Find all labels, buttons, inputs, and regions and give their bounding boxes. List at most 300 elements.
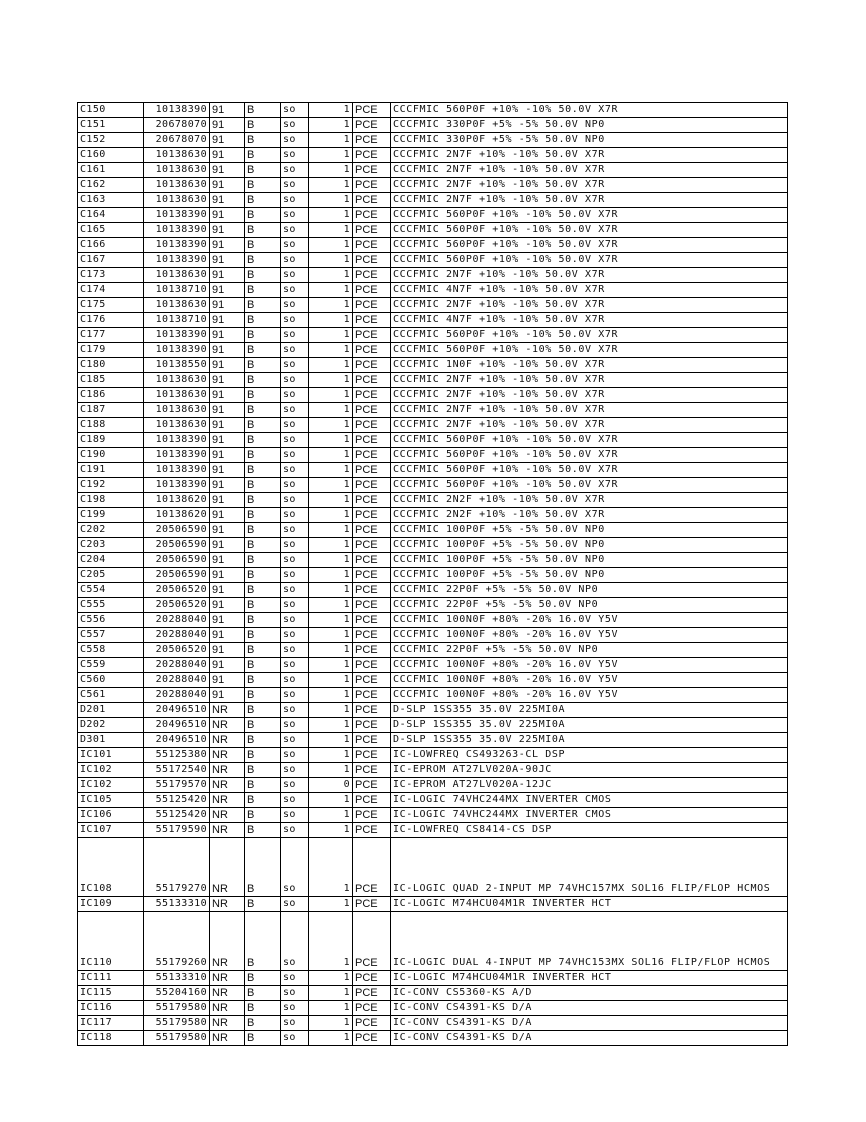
description-cell: IC-LOGIC M74HCU04M1R INVERTER HCT <box>391 971 788 986</box>
class-cell: B <box>245 823 281 838</box>
unit-cell: PCE <box>353 748 391 763</box>
part-number-cell: 20496510 <box>144 718 210 733</box>
part-number-cell: 10138630 <box>144 148 210 163</box>
part-number-cell: 20496510 <box>144 733 210 748</box>
description-cell: CCCFMIC 100N0F +80% -20% 16.0V Y5V <box>391 658 788 673</box>
part-number-cell: 55204160 <box>144 986 210 1001</box>
code-cell: 91 <box>210 643 245 658</box>
reference-cell: C190 <box>78 448 144 463</box>
reference-cell: C162 <box>78 178 144 193</box>
unit-cell: PCE <box>353 148 391 163</box>
code-cell: 91 <box>210 313 245 328</box>
part-number-cell: 10138390 <box>144 103 210 118</box>
unit-cell: PCE <box>353 598 391 613</box>
reference-cell: C152 <box>78 133 144 148</box>
unit-cell: PCE <box>353 583 391 598</box>
table-row <box>78 118 788 133</box>
table-row <box>78 223 788 238</box>
quantity-cell: 0 <box>309 778 353 793</box>
mount-type-cell: so <box>281 1031 309 1046</box>
table-row <box>78 433 788 448</box>
unit-cell: PCE <box>353 223 391 238</box>
quantity-cell: 1 <box>309 986 353 1001</box>
code-cell: 91 <box>210 508 245 523</box>
reference-cell: C176 <box>78 313 144 328</box>
description-cell: CCCFMIC 100P0F +5% -5% 50.0V NP0 <box>391 523 788 538</box>
description-cell: IC-CONV CS4391-KS D/A <box>391 1001 788 1016</box>
class-cell: B <box>245 478 281 493</box>
mount-type-cell: so <box>281 253 309 268</box>
part-number-cell: 20506590 <box>144 568 210 583</box>
unit-cell: PCE <box>353 568 391 583</box>
table-row <box>78 463 788 478</box>
table-row <box>78 763 788 778</box>
reference-cell: C187 <box>78 403 144 418</box>
unit-cell: PCE <box>353 538 391 553</box>
unit-cell: PCE <box>353 986 391 1001</box>
reference-cell: IC102 <box>78 763 144 778</box>
table-row <box>78 313 788 328</box>
quantity-cell: 1 <box>309 658 353 673</box>
mount-type-cell: so <box>281 328 309 343</box>
code-cell: 91 <box>210 178 245 193</box>
mount-type-cell: so <box>281 688 309 703</box>
reference-cell: C205 <box>78 568 144 583</box>
table-row <box>78 268 788 283</box>
description-cell: CCCFMIC 22P0F +5% -5% 50.0V NP0 <box>391 583 788 598</box>
description-cell: CCCFMIC 2N7F +10% -10% 50.0V X7R <box>391 418 788 433</box>
reference-cell: C558 <box>78 643 144 658</box>
part-number-cell: 10138390 <box>144 448 210 463</box>
unit-cell: PCE <box>353 643 391 658</box>
code-cell: 91 <box>210 238 245 253</box>
mount-type-cell: so <box>281 283 309 298</box>
part-number-cell: 20288040 <box>144 613 210 628</box>
quantity-cell: 1 <box>309 673 353 688</box>
reference-cell: D202 <box>78 718 144 733</box>
unit-cell: PCE <box>353 673 391 688</box>
reference-cell: D201 <box>78 703 144 718</box>
reference-cell: C180 <box>78 358 144 373</box>
code-cell: 91 <box>210 193 245 208</box>
class-cell: B <box>245 748 281 763</box>
code-cell: 91 <box>210 673 245 688</box>
part-number-cell: 20288040 <box>144 658 210 673</box>
mount-type-cell: so <box>281 508 309 523</box>
reference-cell: C557 <box>78 628 144 643</box>
class-cell: B <box>245 778 281 793</box>
part-number-cell: 55179580 <box>144 1016 210 1031</box>
reference-cell: IC110 <box>78 912 144 971</box>
description-cell: IC-EPROM AT27LV020A-12JC <box>391 778 788 793</box>
class-cell: B <box>245 148 281 163</box>
code-cell: NR <box>210 971 245 986</box>
class-cell: B <box>245 1016 281 1031</box>
code-cell: NR <box>210 793 245 808</box>
quantity-cell: 1 <box>309 823 353 838</box>
unit-cell: PCE <box>353 688 391 703</box>
mount-type-cell: so <box>281 793 309 808</box>
code-cell: 91 <box>210 433 245 448</box>
parts-list-table <box>77 102 788 1046</box>
table-row <box>78 253 788 268</box>
code-cell: 91 <box>210 103 245 118</box>
unit-cell: PCE <box>353 358 391 373</box>
table-row <box>78 733 788 748</box>
class-cell: B <box>245 103 281 118</box>
quantity-cell: 1 <box>309 583 353 598</box>
unit-cell: PCE <box>353 478 391 493</box>
unit-cell: PCE <box>353 658 391 673</box>
description-cell: IC-LOGIC M74HCU04M1R INVERTER HCT <box>391 897 788 912</box>
unit-cell: PCE <box>353 298 391 313</box>
mount-type-cell: so <box>281 986 309 1001</box>
mount-type-cell: so <box>281 628 309 643</box>
class-cell: B <box>245 463 281 478</box>
description-cell: CCCFMIC 2N7F +10% -10% 50.0V X7R <box>391 298 788 313</box>
quantity-cell: 1 <box>309 508 353 523</box>
class-cell: B <box>245 298 281 313</box>
description-cell: CCCFMIC 100P0F +5% -5% 50.0V NP0 <box>391 568 788 583</box>
description-cell: CCCFMIC 100P0F +5% -5% 50.0V NP0 <box>391 538 788 553</box>
class-cell: B <box>245 208 281 223</box>
code-cell: NR <box>210 718 245 733</box>
class-cell: B <box>245 343 281 358</box>
description-cell: CCCFMIC 2N7F +10% -10% 50.0V X7R <box>391 178 788 193</box>
part-number-cell: 20288040 <box>144 628 210 643</box>
class-cell: B <box>245 553 281 568</box>
mount-type-cell: so <box>281 748 309 763</box>
description-cell: CCCFMIC 330P0F +5% -5% 50.0V NP0 <box>391 118 788 133</box>
quantity-cell: 1 <box>309 971 353 986</box>
class-cell: B <box>245 971 281 986</box>
table-row <box>78 793 788 808</box>
table-row <box>78 448 788 463</box>
unit-cell: PCE <box>353 328 391 343</box>
unit-cell: PCE <box>353 388 391 403</box>
mount-type-cell: so <box>281 778 309 793</box>
mount-type-cell: so <box>281 148 309 163</box>
code-cell: 91 <box>210 283 245 298</box>
quantity-cell: 1 <box>309 538 353 553</box>
description-cell: IC-CONV CS5360-KS A/D <box>391 986 788 1001</box>
unit-cell: PCE <box>353 508 391 523</box>
mount-type-cell: so <box>281 523 309 538</box>
quantity-cell: 1 <box>309 103 353 118</box>
table-row <box>78 643 788 658</box>
description-cell: IC-EPROM AT27LV020A-90JC <box>391 763 788 778</box>
description-cell: IC-LOWFREQ CS8414-CS DSP <box>391 823 788 838</box>
reference-cell: IC108 <box>78 838 144 897</box>
part-number-cell: 20506520 <box>144 598 210 613</box>
mount-type-cell: so <box>281 823 309 838</box>
table-row <box>78 538 788 553</box>
mount-type-cell: so <box>281 838 309 897</box>
reference-cell: C556 <box>78 613 144 628</box>
quantity-cell: 1 <box>309 912 353 971</box>
class-cell: B <box>245 538 281 553</box>
part-number-cell: 55172540 <box>144 763 210 778</box>
unit-cell: PCE <box>353 553 391 568</box>
part-number-cell: 10138630 <box>144 268 210 283</box>
quantity-cell: 1 <box>309 897 353 912</box>
code-cell: NR <box>210 733 245 748</box>
mount-type-cell: so <box>281 493 309 508</box>
table-row <box>78 148 788 163</box>
quantity-cell: 1 <box>309 223 353 238</box>
part-number-cell: 20506590 <box>144 538 210 553</box>
description-cell: D-SLP 1SS355 35.0V 225MI0A <box>391 733 788 748</box>
part-number-cell: 20506520 <box>144 583 210 598</box>
code-cell: NR <box>210 748 245 763</box>
quantity-cell: 1 <box>309 208 353 223</box>
quantity-cell: 1 <box>309 1031 353 1046</box>
description-cell: CCCFMIC 2N7F +10% -10% 50.0V X7R <box>391 373 788 388</box>
code-cell: 91 <box>210 523 245 538</box>
parts-list-body <box>78 103 788 1046</box>
reference-cell: C175 <box>78 298 144 313</box>
mount-type-cell: so <box>281 163 309 178</box>
mount-type-cell: so <box>281 583 309 598</box>
class-cell: B <box>245 403 281 418</box>
code-cell: 91 <box>210 163 245 178</box>
class-cell: B <box>245 238 281 253</box>
part-number-cell: 10138390 <box>144 328 210 343</box>
code-cell: 91 <box>210 418 245 433</box>
mount-type-cell: so <box>281 193 309 208</box>
mount-type-cell: so <box>281 763 309 778</box>
table-row <box>78 403 788 418</box>
part-number-cell: 20288040 <box>144 688 210 703</box>
table-row <box>78 163 788 178</box>
quantity-cell: 1 <box>309 763 353 778</box>
description-cell: IC-LOWFREQ CS493263-CL DSP <box>391 748 788 763</box>
description-cell: CCCFMIC 4N7F +10% -10% 50.0V X7R <box>391 313 788 328</box>
unit-cell: PCE <box>353 343 391 358</box>
unit-cell: PCE <box>353 313 391 328</box>
reference-cell: C166 <box>78 238 144 253</box>
description-cell: CCCFMIC 2N7F +10% -10% 50.0V X7R <box>391 388 788 403</box>
description-cell: CCCFMIC 2N7F +10% -10% 50.0V X7R <box>391 268 788 283</box>
unit-cell: PCE <box>353 838 391 897</box>
reference-cell: C160 <box>78 148 144 163</box>
class-cell: B <box>245 313 281 328</box>
code-cell: 91 <box>210 223 245 238</box>
code-cell: NR <box>210 897 245 912</box>
part-number-cell: 10138630 <box>144 373 210 388</box>
mount-type-cell: so <box>281 808 309 823</box>
mount-type-cell: so <box>281 208 309 223</box>
reference-cell: C177 <box>78 328 144 343</box>
table-row <box>78 283 788 298</box>
unit-cell: PCE <box>353 268 391 283</box>
table-row <box>78 343 788 358</box>
class-cell: B <box>245 838 281 897</box>
reference-cell: C198 <box>78 493 144 508</box>
unit-cell: PCE <box>353 1016 391 1031</box>
part-number-cell: 20506520 <box>144 643 210 658</box>
part-number-cell: 20496510 <box>144 703 210 718</box>
table-row <box>78 838 788 897</box>
table-row <box>78 688 788 703</box>
unit-cell: PCE <box>353 763 391 778</box>
part-number-cell: 10138390 <box>144 208 210 223</box>
reference-cell: C173 <box>78 268 144 283</box>
quantity-cell: 1 <box>309 193 353 208</box>
mount-type-cell: so <box>281 133 309 148</box>
reference-cell: IC106 <box>78 808 144 823</box>
table-row <box>78 478 788 493</box>
class-cell: B <box>245 433 281 448</box>
description-cell: CCCFMIC 560P0F +10% -10% 50.0V X7R <box>391 463 788 478</box>
description-cell: CCCFMIC 22P0F +5% -5% 50.0V NP0 <box>391 598 788 613</box>
mount-type-cell: so <box>281 403 309 418</box>
reference-cell: C192 <box>78 478 144 493</box>
part-number-cell: 10138620 <box>144 508 210 523</box>
description-cell: IC-LOGIC 74VHC244MX INVERTER CMOS <box>391 808 788 823</box>
unit-cell: PCE <box>353 808 391 823</box>
quantity-cell: 1 <box>309 298 353 313</box>
description-cell: CCCFMIC 560P0F +10% -10% 50.0V X7R <box>391 343 788 358</box>
mount-type-cell: so <box>281 178 309 193</box>
part-number-cell: 10138390 <box>144 343 210 358</box>
part-number-cell: 55179580 <box>144 1031 210 1046</box>
mount-type-cell: so <box>281 358 309 373</box>
quantity-cell: 1 <box>309 253 353 268</box>
part-number-cell: 10138390 <box>144 463 210 478</box>
mount-type-cell: so <box>281 313 309 328</box>
class-cell: B <box>245 658 281 673</box>
mount-type-cell: so <box>281 568 309 583</box>
code-cell: 91 <box>210 373 245 388</box>
mount-type-cell: so <box>281 703 309 718</box>
quantity-cell: 1 <box>309 403 353 418</box>
reference-cell: IC107 <box>78 823 144 838</box>
reference-cell: IC117 <box>78 1016 144 1031</box>
quantity-cell: 1 <box>309 478 353 493</box>
table-row <box>78 823 788 838</box>
description-cell: CCCFMIC 560P0F +10% -10% 50.0V X7R <box>391 478 788 493</box>
reference-cell: C559 <box>78 658 144 673</box>
code-cell: 91 <box>210 568 245 583</box>
table-row <box>78 238 788 253</box>
reference-cell: C185 <box>78 373 144 388</box>
part-number-cell: 55125420 <box>144 793 210 808</box>
reference-cell: IC109 <box>78 897 144 912</box>
description-cell: CCCFMIC 560P0F +10% -10% 50.0V X7R <box>391 448 788 463</box>
code-cell: NR <box>210 808 245 823</box>
quantity-cell: 1 <box>309 703 353 718</box>
reference-cell: C203 <box>78 538 144 553</box>
part-number-cell: 10138390 <box>144 433 210 448</box>
table-row <box>78 193 788 208</box>
part-number-cell: 10138630 <box>144 163 210 178</box>
unit-cell: PCE <box>353 418 391 433</box>
table-row <box>78 298 788 313</box>
unit-cell: PCE <box>353 778 391 793</box>
mount-type-cell: so <box>281 103 309 118</box>
table-row <box>78 1016 788 1031</box>
class-cell: B <box>245 793 281 808</box>
class-cell: B <box>245 283 281 298</box>
class-cell: B <box>245 986 281 1001</box>
unit-cell: PCE <box>353 628 391 643</box>
description-cell: IC-CONV CS4391-KS D/A <box>391 1016 788 1031</box>
quantity-cell: 1 <box>309 238 353 253</box>
mount-type-cell: so <box>281 373 309 388</box>
code-cell: 91 <box>210 328 245 343</box>
part-number-cell: 20678070 <box>144 133 210 148</box>
unit-cell: PCE <box>353 448 391 463</box>
quantity-cell: 1 <box>309 313 353 328</box>
code-cell: NR <box>210 1001 245 1016</box>
class-cell: B <box>245 703 281 718</box>
class-cell: B <box>245 418 281 433</box>
table-row <box>78 178 788 193</box>
unit-cell: PCE <box>353 523 391 538</box>
quantity-cell: 1 <box>309 418 353 433</box>
unit-cell: PCE <box>353 897 391 912</box>
reference-cell: C150 <box>78 103 144 118</box>
mount-type-cell: so <box>281 733 309 748</box>
quantity-cell: 1 <box>309 118 353 133</box>
unit-cell: PCE <box>353 733 391 748</box>
unit-cell: PCE <box>353 463 391 478</box>
quantity-cell: 1 <box>309 133 353 148</box>
part-number-cell: 10138390 <box>144 223 210 238</box>
reference-cell: C561 <box>78 688 144 703</box>
description-cell: CCCFMIC 100N0F +80% -20% 16.0V Y5V <box>391 628 788 643</box>
part-number-cell: 55179570 <box>144 778 210 793</box>
mount-type-cell: so <box>281 448 309 463</box>
code-cell: 91 <box>210 598 245 613</box>
reference-cell: C163 <box>78 193 144 208</box>
quantity-cell: 1 <box>309 178 353 193</box>
reference-cell: C191 <box>78 463 144 478</box>
quantity-cell: 1 <box>309 448 353 463</box>
reference-cell: C554 <box>78 583 144 598</box>
reference-cell: C164 <box>78 208 144 223</box>
part-number-cell: 55179580 <box>144 1001 210 1016</box>
description-cell: CCCFMIC 560P0F +10% -10% 50.0V X7R <box>391 433 788 448</box>
reference-cell: IC115 <box>78 986 144 1001</box>
code-cell: 91 <box>210 268 245 283</box>
code-cell: 91 <box>210 448 245 463</box>
table-row <box>78 583 788 598</box>
part-number-cell: 10138620 <box>144 493 210 508</box>
class-cell: B <box>245 628 281 643</box>
unit-cell: PCE <box>353 118 391 133</box>
code-cell: 91 <box>210 253 245 268</box>
class-cell: B <box>245 133 281 148</box>
description-cell: CCCFMIC 2N7F +10% -10% 50.0V X7R <box>391 403 788 418</box>
part-number-cell: 10138630 <box>144 298 210 313</box>
table-row <box>78 418 788 433</box>
code-cell: 91 <box>210 538 245 553</box>
quantity-cell: 1 <box>309 598 353 613</box>
description-cell: CCCFMIC 22P0F +5% -5% 50.0V NP0 <box>391 643 788 658</box>
unit-cell: PCE <box>353 823 391 838</box>
description-cell: CCCFMIC 560P0F +10% -10% 50.0V X7R <box>391 253 788 268</box>
reference-cell: IC111 <box>78 971 144 986</box>
reference-cell: C151 <box>78 118 144 133</box>
unit-cell: PCE <box>353 133 391 148</box>
class-cell: B <box>245 178 281 193</box>
unit-cell: PCE <box>353 193 391 208</box>
part-number-cell: 10138630 <box>144 193 210 208</box>
description-cell: CCCFMIC 1N0F +10% -10% 50.0V X7R <box>391 358 788 373</box>
code-cell: 91 <box>210 298 245 313</box>
